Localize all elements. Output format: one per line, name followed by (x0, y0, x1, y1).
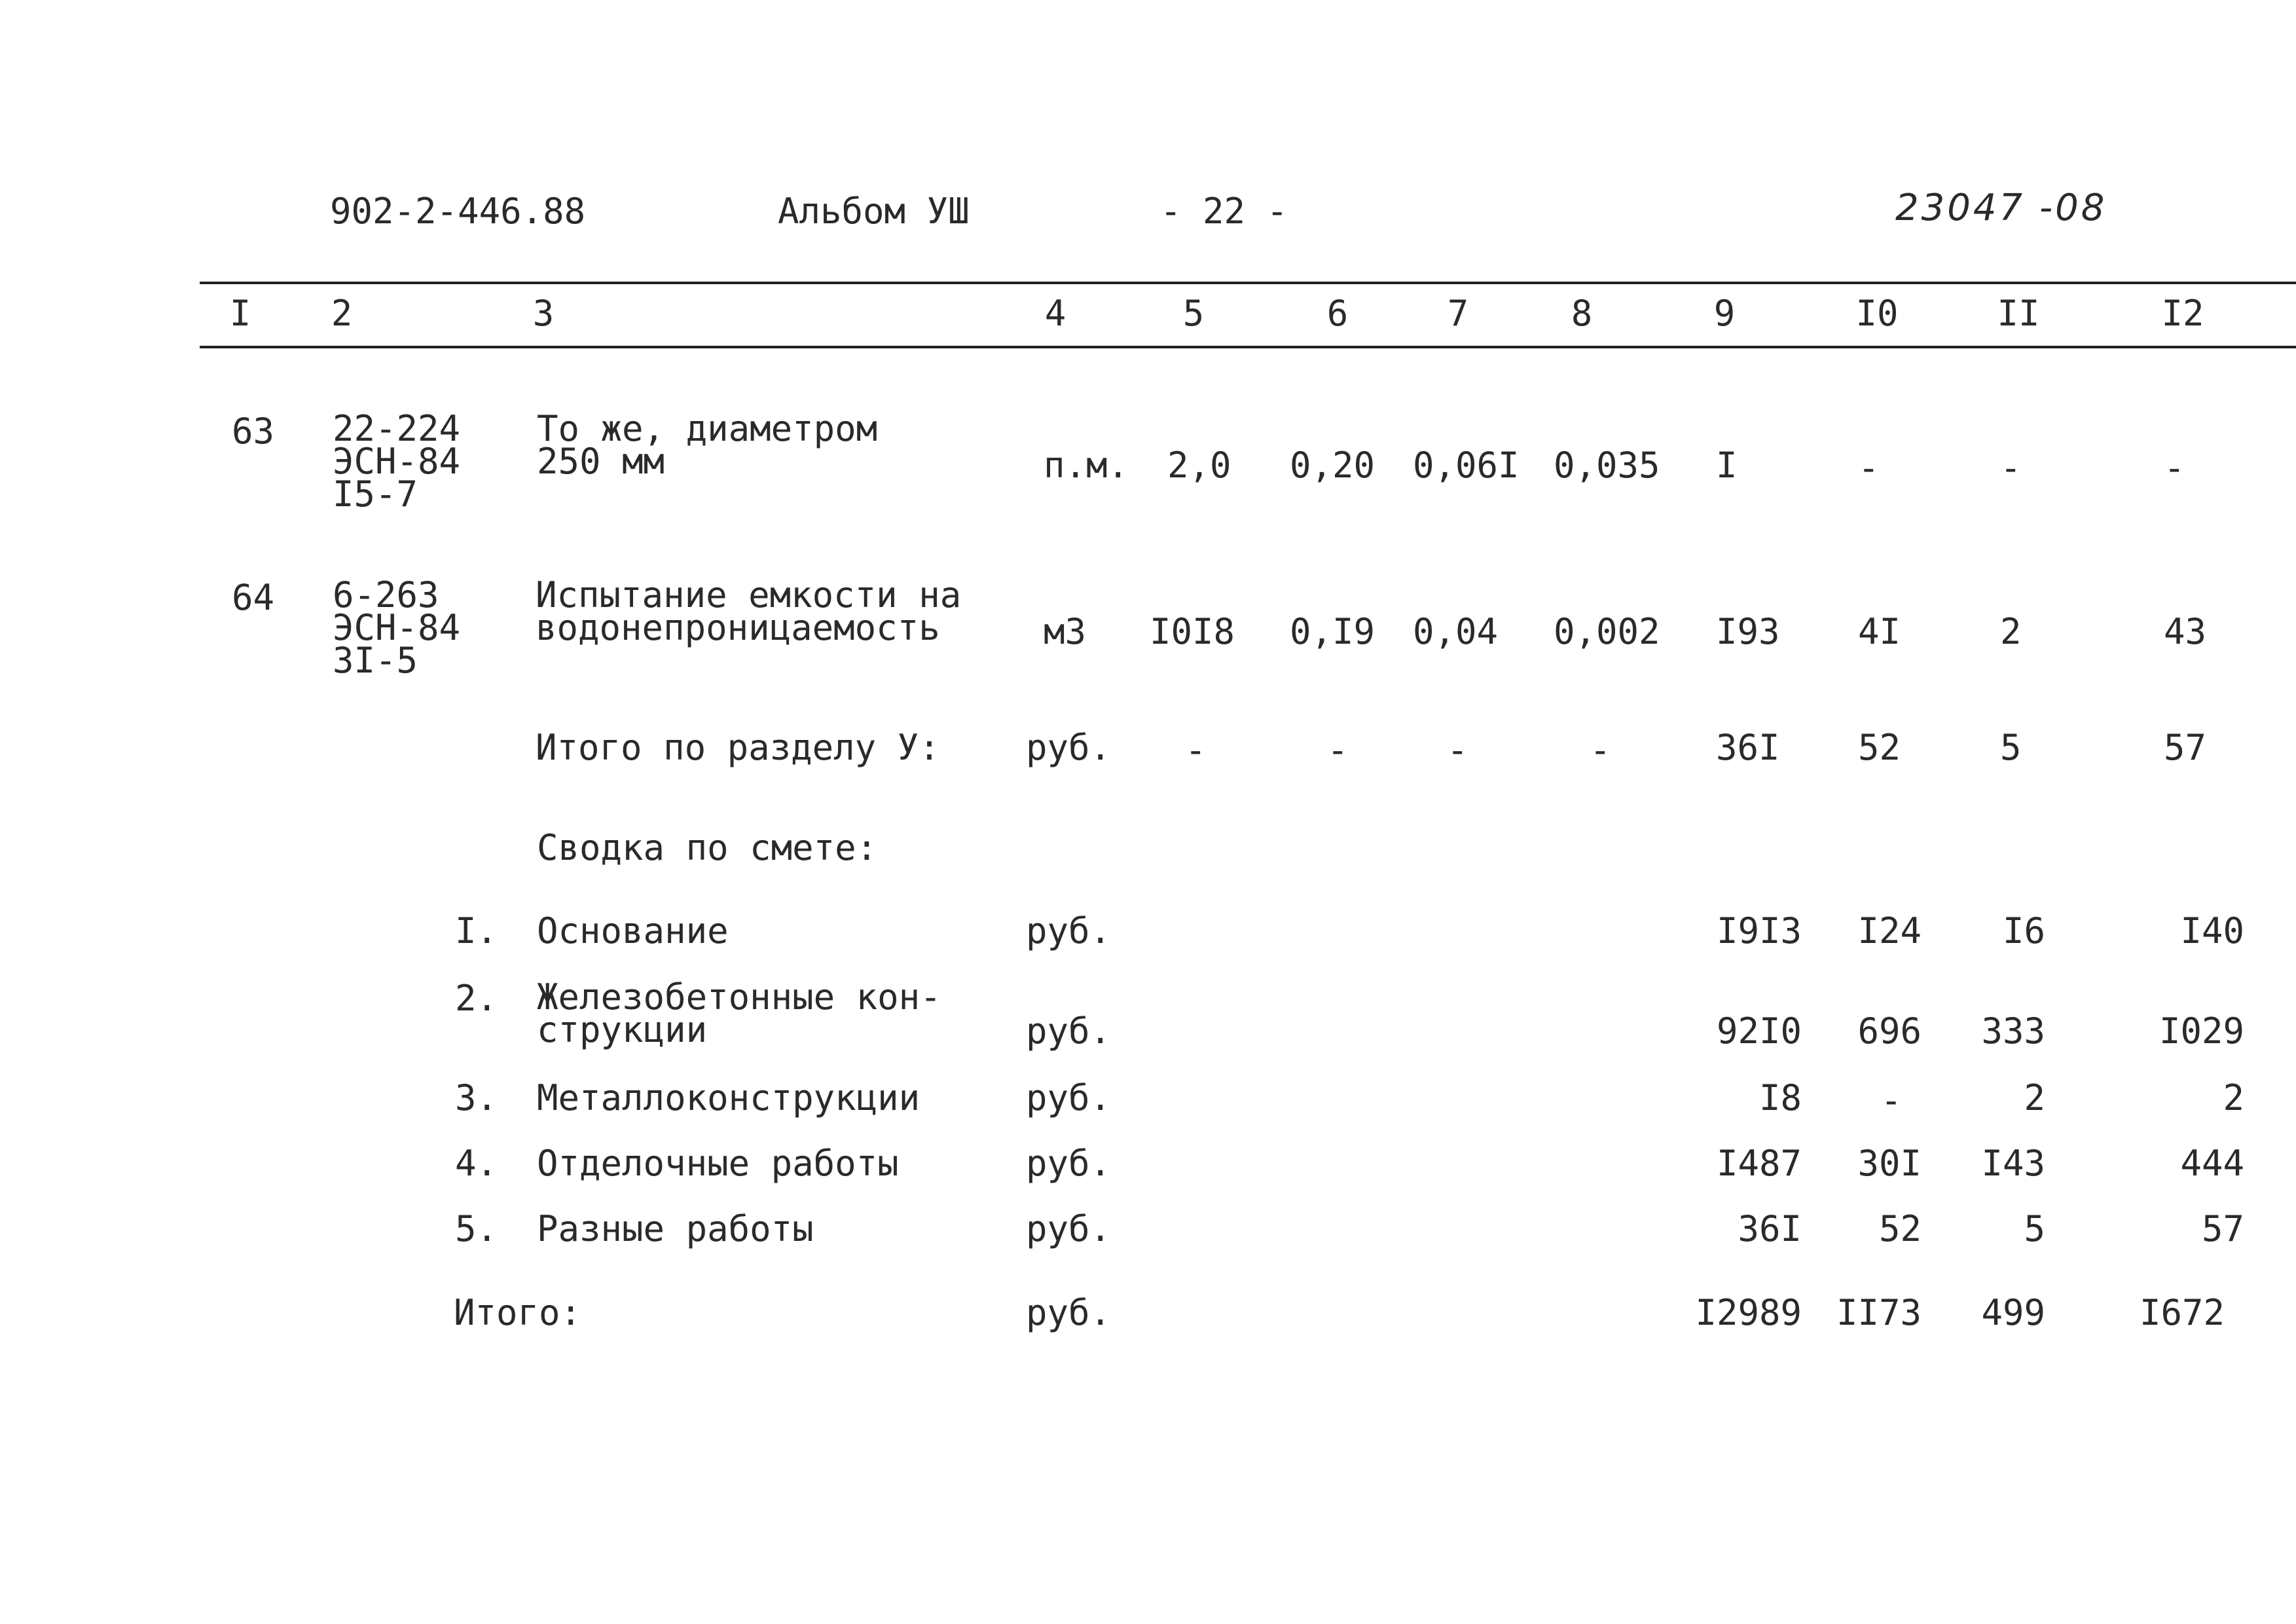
col9-value: 36I (1716, 727, 1780, 768)
col9-value: I93 (1716, 611, 1780, 652)
col7-value: 0,06I (1413, 445, 1520, 486)
quantity: I0I8 (1150, 611, 1235, 652)
col10-value: I24 (1857, 910, 1922, 951)
unit: руб. (1026, 1010, 1112, 1052)
unit: м3 (1044, 611, 1087, 652)
column-header-11: II (1997, 293, 2040, 334)
unit: п.м. (1044, 445, 1129, 486)
column-header-4: 4 (1044, 293, 1066, 334)
summary-title: Сводка по смете: (537, 827, 878, 868)
col9-value: I8 (1758, 1077, 1802, 1118)
col8-value: - (1590, 729, 1611, 771)
col11-value: 2 (2000, 611, 2022, 652)
column-header-2: 2 (331, 293, 353, 334)
col11-value: 499 (1981, 1292, 2045, 1333)
column-header-12: I2 (2161, 293, 2204, 334)
col10-value: II73 (1836, 1292, 1922, 1333)
summary-item-number: 3. (455, 1077, 498, 1118)
col10-value: 52 (1878, 1208, 1922, 1249)
col6-value: 0,20 (1290, 445, 1376, 486)
col10-value: - (1880, 1080, 1902, 1121)
work-name: Испытание емкости на водонепроницаемость (536, 574, 962, 648)
table-header-bottom-rule (200, 346, 2296, 348)
col9-value: I487 (1716, 1143, 1802, 1184)
summary-item-name: Отделочные работы (537, 1143, 899, 1184)
col8-value: 0,002 (1554, 611, 1660, 652)
column-header-5: 5 (1182, 293, 1205, 334)
column-header-7: 7 (1447, 293, 1469, 334)
col10-value: - (1858, 447, 1880, 489)
summary-item-name: Металлоконструкции (537, 1077, 920, 1118)
row-number: 64 (232, 577, 275, 618)
unit: руб. (1026, 1143, 1112, 1184)
column-header-9: 9 (1713, 293, 1736, 334)
work-name: То же, диаметром 250 мм (537, 408, 878, 482)
col9-value: I2989 (1695, 1292, 1802, 1333)
summary-item-number: 4. (455, 1143, 498, 1184)
unit: руб. (1026, 727, 1112, 768)
album-label: Альбом УШ (778, 191, 970, 232)
page-number: - 22 - (1160, 191, 1288, 232)
summary-item-name: Разные работы (537, 1208, 814, 1249)
summary-item-number: 2. (455, 978, 498, 1019)
unit: руб. (1026, 1292, 1112, 1333)
col12-value: 43 (2164, 611, 2207, 652)
unit: руб. (1026, 1077, 1112, 1118)
column-header-3: 3 (532, 293, 555, 334)
summary-item-number: 5. (455, 1208, 498, 1249)
inventory-stamp-number: 23047 -08 (1895, 187, 2107, 229)
summary-item-number: I. (455, 910, 498, 951)
col9-value: I9I3 (1716, 910, 1802, 951)
column-header-6: 6 (1326, 293, 1349, 334)
col6-value: - (1327, 729, 1349, 771)
col11-value: 5 (2000, 727, 2022, 768)
col9-value: I (1716, 445, 1738, 486)
grand-total-label: Итого: (454, 1292, 582, 1333)
row-number: 63 (232, 411, 275, 452)
col12-value: 444 (2180, 1143, 2244, 1184)
col11-value: I43 (1981, 1143, 2045, 1184)
document-code: 902-2-446.88 (330, 191, 586, 232)
col12-value: 57 (2164, 727, 2207, 768)
col11-value: - (2000, 447, 2022, 489)
col10-value: 4I (1858, 611, 1901, 652)
col10-value: 30I (1857, 1143, 1922, 1184)
col11-value: 333 (1981, 1010, 2045, 1052)
col12-value: 2 (2223, 1077, 2244, 1118)
section-total-label: Итого по разделу У: (536, 727, 940, 768)
col12-value: I40 (2180, 910, 2244, 951)
col9-value: 36I (1738, 1208, 1802, 1249)
summary-item-name: Железобетонные кон- струкции (537, 976, 941, 1050)
col12-value: I029 (2159, 1010, 2244, 1052)
col11-value: 2 (2024, 1077, 2045, 1118)
quantity: 2,0 (1167, 445, 1231, 486)
col5-value: - (1185, 729, 1207, 771)
col10-value: 52 (1858, 727, 1901, 768)
column-header-1: I (229, 293, 251, 334)
col12-value: 57 (2201, 1208, 2244, 1249)
column-header-10: I0 (1855, 293, 1899, 334)
col11-value: I6 (2002, 910, 2045, 951)
summary-item-name: Основание (537, 910, 729, 951)
col10-value: 696 (1857, 1010, 1922, 1052)
col9-value: 92I0 (1716, 1010, 1802, 1052)
col7-value: 0,04 (1413, 611, 1499, 652)
col11-value: 5 (2024, 1208, 2045, 1249)
column-header-8: 8 (1571, 293, 1593, 334)
norm-code: 22-224 ЭСН-84 I5-7 (333, 408, 461, 515)
col12-value: - (2164, 447, 2185, 489)
col8-value: 0,035 (1554, 445, 1660, 486)
norm-code: 6-263 ЭСН-84 3I-5 (333, 574, 461, 681)
col6-value: 0,I9 (1290, 611, 1376, 652)
col7-value: - (1447, 729, 1468, 771)
unit: руб. (1026, 910, 1112, 951)
col12-value: I672 (2139, 1292, 2225, 1333)
unit: руб. (1026, 1208, 1112, 1249)
table-top-rule (200, 282, 2296, 284)
